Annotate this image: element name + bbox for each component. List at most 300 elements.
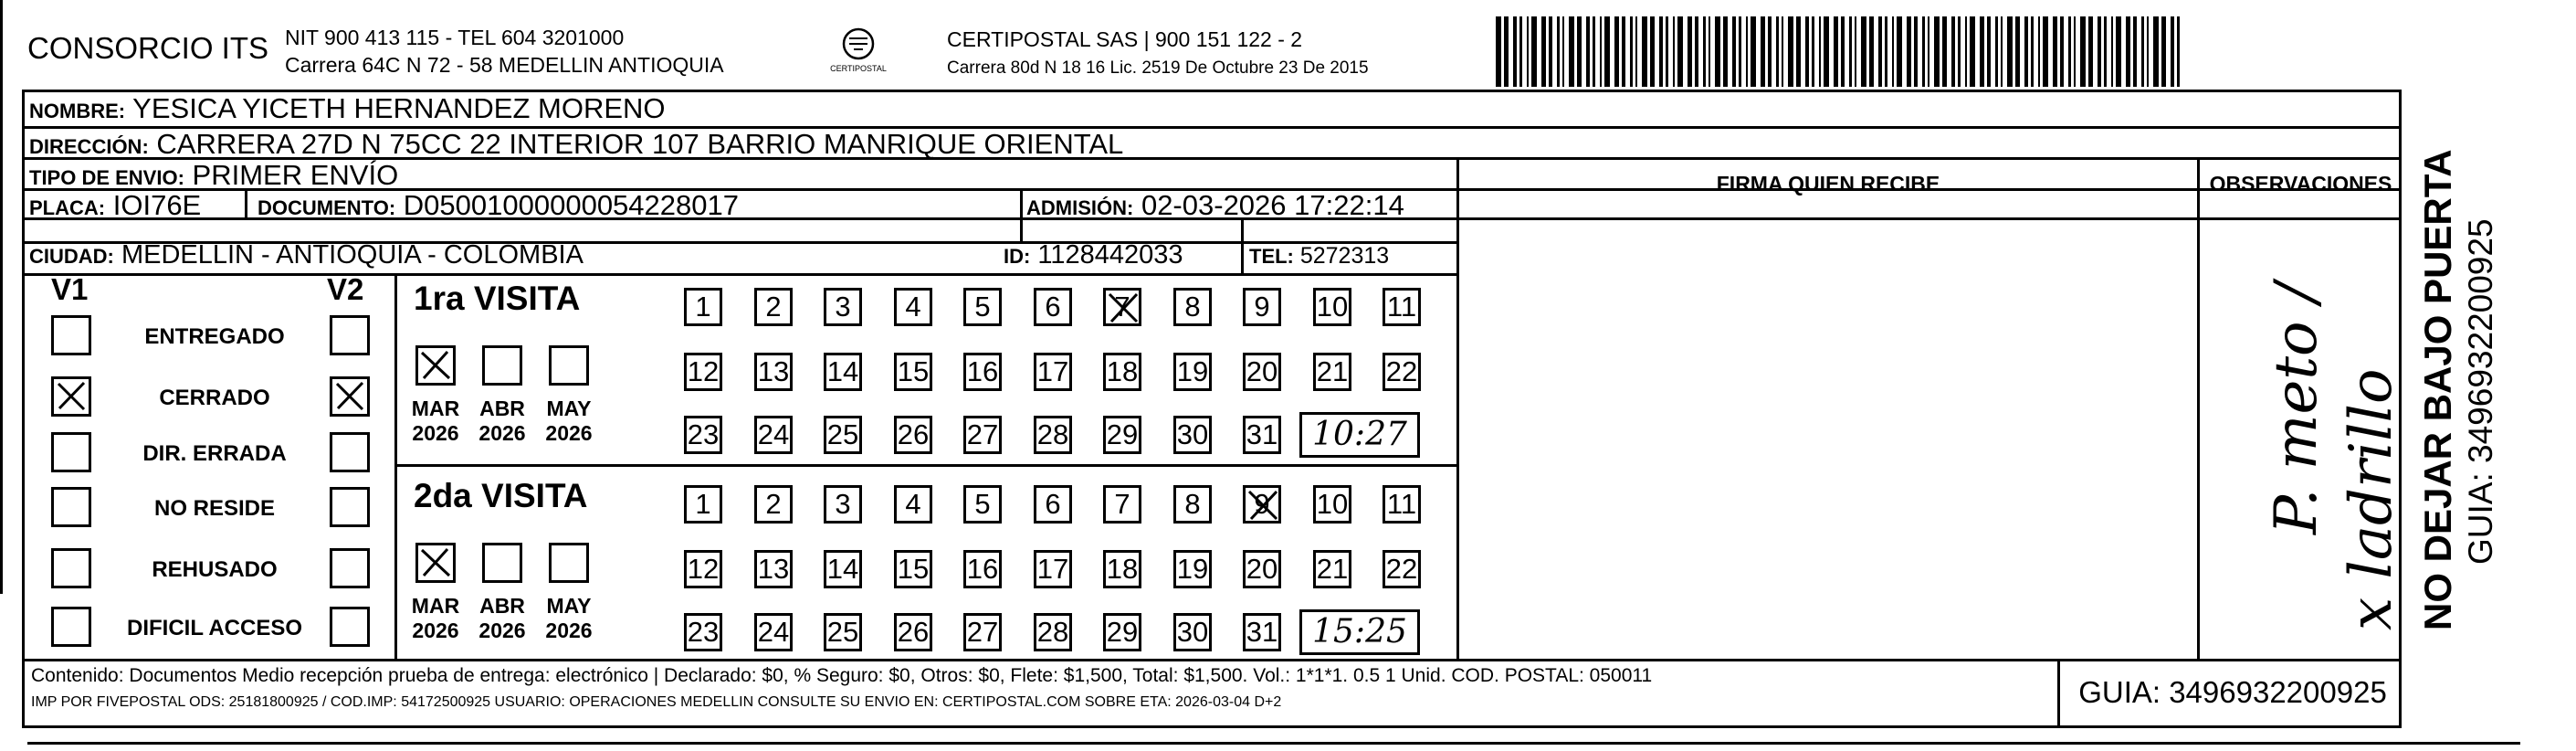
barcode-bar [1630,16,1633,87]
month-name: MAY [546,397,592,420]
documento-value: D05001000000054228017 [403,189,739,221]
day-box[interactable] [1313,485,1351,524]
barcode-bar [1709,16,1710,87]
barcode-bar [1614,16,1619,87]
barcode-bar [1496,16,1501,87]
day-box[interactable] [963,550,1002,588]
day-number: 21 [1316,355,1349,387]
barcode-bar [2116,16,2121,87]
barcode-bar [1751,16,1756,87]
no-dejar-bajo-puerta: NO DEJAR BAJO PUERTA [2416,149,2459,630]
day-box[interactable] [1173,485,1212,524]
barcode-bar [2080,16,2086,87]
barcode-bar [2074,16,2076,87]
barcode-bar [1841,16,1845,87]
day-box[interactable] [894,485,932,524]
visit-month-checkbox[interactable] [482,543,522,583]
day-number: 6 [1045,291,1061,323]
day-number: 3 [835,291,851,323]
barcode-bar [1604,16,1610,87]
certipostal-logo [826,26,890,80]
day-number: 23 [687,616,720,648]
day-box[interactable] [1313,288,1351,326]
day-box[interactable] [1034,416,1072,454]
barcode-bar [1788,16,1793,87]
barcode-bar [2024,16,2028,87]
day-number: 28 [1036,616,1069,648]
day-box[interactable] [754,613,793,651]
status-v1-checkbox[interactable] [51,315,91,355]
visit-month-checkbox[interactable] [415,543,456,583]
ciudad-value: MEDELLIN - ANTIOQUIA - COLOMBIA [121,240,584,270]
visit-title: 1ra VISITA [414,280,581,317]
barcode-bar [1746,16,1748,87]
visit-month-label [401,397,470,446]
month-year: 2026 [545,421,593,445]
x-mark-icon [1246,488,1282,524]
barcode-bar [1776,16,1779,87]
direccion-label: DIRECCIÓN: [29,135,149,158]
barcode-bar [1855,16,1856,87]
day-box[interactable] [754,353,793,391]
status-label: REHUSADO [152,557,278,582]
month-name: MAY [546,594,592,618]
day-box[interactable] [824,353,862,391]
day-number: 9 [1254,291,1270,323]
scan-edge-left [0,0,3,594]
ciudad-field [29,240,584,270]
ciudad-label: CIUDAD: [29,245,114,268]
barcode-bar [1861,16,1866,87]
observaciones-handwriting-1: P. meto / [2263,282,2330,534]
day-box[interactable] [1243,353,1281,391]
barcode-bar [2147,16,2149,87]
day-box[interactable] [1103,550,1141,588]
day-box[interactable] [1383,288,1421,326]
month-name: ABR [479,397,525,420]
day-number: 17 [1036,553,1069,585]
barcode-bar [2053,16,2057,87]
day-number: 1 [695,488,711,520]
barcode-bar [1659,16,1663,87]
barcode-bar [1557,16,1560,87]
barcode-bar [1812,16,1814,87]
day-number: 16 [966,355,999,387]
visit-time-box: 15:25 [1299,609,1420,655]
day-number: 26 [897,616,930,648]
day-box[interactable] [1034,550,1072,588]
day-number: 11 [1386,291,1417,323]
tel-label: TEL: [1249,245,1294,268]
barcode-bar [2141,16,2144,87]
barcode-bar [1834,16,1838,87]
day-number: 12 [687,553,720,585]
id-label: ID: [1004,245,1031,268]
day-box[interactable] [1243,416,1281,454]
barcode-bar [1782,16,1783,87]
day-box[interactable] [754,485,793,524]
day-box[interactable] [1243,613,1281,651]
day-box[interactable] [963,485,1002,524]
direccion-value: CARRERA 27D N 75CC 22 INTERIOR 107 BARRIO MANRIQUE ORIENTAL [156,128,1124,160]
month-year: 2026 [412,619,459,642]
day-box[interactable] [684,550,722,588]
barcode-bar [2177,16,2180,87]
day-box[interactable] [1313,550,1351,588]
day-number: 14 [826,355,859,387]
day-box[interactable] [1034,353,1072,391]
barcode-bar [1768,16,1772,87]
company-name: CONSORCIO ITS [27,31,269,65]
day-box[interactable] [1243,288,1281,326]
barcode-bar [1987,16,1991,87]
nombre-field [29,92,666,125]
visit-month-checkbox[interactable] [549,543,589,583]
day-box[interactable] [824,416,862,454]
day-number: 11 [1386,488,1417,520]
barcode-bar [1688,16,1692,87]
day-box[interactable] [1103,416,1141,454]
day-box[interactable] [824,550,862,588]
day-number: 18 [1106,355,1139,387]
day-box[interactable] [1034,613,1072,651]
visit-month-label [534,594,604,643]
v1-header: V1 [51,272,89,306]
day-number: 31 [1246,616,1278,648]
status-label: NO RESIDE [153,496,276,521]
barcode-bar [2153,16,2159,87]
side-guia: GUIA: 3496932200925 [2462,218,2499,565]
day-number: 19 [1176,355,1209,387]
day-box[interactable] [1103,353,1141,391]
day-number: 27 [966,418,999,450]
day-box[interactable] [684,353,722,391]
status-label: ENTREGADO [144,324,285,349]
barcode-bar [1897,16,1902,87]
visit-month-label [468,594,537,643]
x-mark-icon [418,348,453,383]
month-name: ABR [479,594,525,618]
day-number: 26 [897,418,930,450]
day-number: 21 [1316,553,1349,585]
day-box[interactable] [1103,485,1141,524]
x-mark-icon [332,379,367,414]
tel-field [1249,243,1389,270]
day-box[interactable] [894,416,932,454]
barcode-bar [1673,16,1675,87]
day-number: 4 [905,488,921,520]
month-year: 2026 [478,619,526,642]
barcode-bar [1695,16,1698,87]
day-box[interactable] [1173,353,1212,391]
barcode-bar [1549,16,1552,87]
barcode-bar [1869,16,1874,87]
day-box[interactable] [1383,550,1421,588]
status-v1-checkbox[interactable] [51,487,91,527]
day-box[interactable] [1173,550,1212,588]
day-box[interactable] [1383,353,1421,391]
day-number: 24 [757,616,790,648]
address-line: Carrera 64C N 72 - 58 MEDELLIN ANTIOQUIA [285,53,724,77]
visit-time-box: 10:27 [1299,412,1420,458]
status-v2-checkbox[interactable] [330,315,370,355]
day-box[interactable] [824,288,862,326]
barcode-bar [1805,16,1809,87]
day-number: 27 [966,616,999,648]
documento-label: DOCUMENTO: [258,196,396,219]
barcode-bar [2060,16,2064,87]
day-number: 15 [897,553,930,585]
visit-month-label [468,397,537,446]
barcode-bar [2031,16,2034,87]
day-number: 31 [1246,418,1278,450]
day-box[interactable] [1173,613,1212,651]
barcode-bar [2038,16,2040,87]
barcode-bar [1995,16,1998,87]
status-v1-checkbox[interactable] [51,432,91,472]
day-box[interactable] [754,550,793,588]
barcode-bar [1593,16,1595,87]
barcode [1496,16,2182,87]
barcode-bar [1942,16,1947,87]
logo-icon [826,26,890,80]
barcode-bar [1970,16,1975,87]
day-number: 13 [757,355,790,387]
status-v2-checkbox[interactable] [330,487,370,527]
barcode-bar [1761,16,1765,87]
barcode-bar [1928,16,1929,87]
status-v1-checkbox[interactable] [51,607,91,647]
day-box[interactable] [824,485,862,524]
barcode-bar [1513,16,1517,87]
svg-text:CERTIPOSTAL: CERTIPOSTAL [830,64,887,73]
day-box[interactable] [894,353,932,391]
barcode-bar [1586,16,1590,87]
contenido-line: Contenido: Documentos Medio recepción prueba de entrega: electrónico | Declarado: $0, % Seguro: $0, Otros: $0, Flete: $1,500, Total: $1,500. Vol.: 1*1*1. 0.5 1 Unid. COD. POSTAL: 050011 [31,665,1653,686]
visit-month-checkbox[interactable] [415,345,456,386]
barcode-bar [1677,16,1683,87]
v2-header: V2 [327,272,364,306]
barcode-bar [1519,16,1522,87]
day-box[interactable] [963,353,1002,391]
barcode-bar [1666,16,1668,87]
barcode-bar [1849,16,1852,87]
day-box[interactable] [754,416,793,454]
barcode-bar [1914,16,1918,87]
day-number: 10 [1316,291,1349,323]
day-number: 20 [1246,553,1278,585]
day-number: 2 [765,488,782,520]
nombre-value: YESICA YICETH HERNANDEZ MORENO [132,92,666,124]
day-number: 19 [1176,553,1209,585]
day-box[interactable] [1034,288,1072,326]
day-number: 29 [1106,616,1139,648]
observaciones-handwriting-2: x ladrillo [2338,368,2405,630]
day-number: 5 [974,291,991,323]
month-year: 2026 [478,421,526,445]
day-box[interactable] [1034,485,1072,524]
day-number: 30 [1176,616,1209,648]
visit-title: 2da VISITA [414,477,588,514]
barcode-bar [1796,16,1801,87]
month-name: MAR [411,397,460,420]
day-box[interactable] [1243,485,1281,524]
status-v1-checkbox[interactable] [51,376,91,417]
admision-field [1026,189,1404,222]
day-box[interactable] [1313,353,1351,391]
day-number: 15 [897,355,930,387]
day-box[interactable] [894,288,932,326]
day-box[interactable] [963,613,1002,651]
barcode-bar [1922,16,1925,87]
barcode-bar [1965,16,1967,87]
barcode-bar [2111,16,2113,87]
barcode-bar [1562,16,1564,87]
status-v2-checkbox[interactable] [330,548,370,588]
day-number: 23 [687,418,720,450]
day-box[interactable] [824,613,862,651]
day-box[interactable] [1383,485,1421,524]
admision-label: ADMISIÓN: [1026,196,1134,219]
imp-line: IMP POR FIVEPOSTAL ODS: 25181800925 / COD.IMP: 54172500925 USUARIO: OPERACIONES MEDELLIN CONSULTE SU ENVIO EN: CERTIPOSTAL.COM SOBRE ETA: 2026-03-04 D+2 [31,694,1282,710]
day-number: 22 [1385,355,1418,387]
barcode-bar [1739,16,1741,87]
day-box[interactable] [894,613,932,651]
barcode-bar [1622,16,1625,87]
day-box[interactable] [1103,613,1141,651]
nombre-label: NOMBRE: [29,100,126,122]
barcode-bar [1907,16,1911,87]
barcode-bar [2015,16,2020,87]
day-number: 3 [835,488,851,520]
id-field [1004,240,1183,270]
day-number: 1 [695,291,711,323]
day-box[interactable] [1243,550,1281,588]
barcode-bar [1819,16,1821,87]
placa-label: PLACA: [29,196,106,219]
barcode-bar [1635,16,1637,87]
visit-month-checkbox[interactable] [549,345,589,386]
day-box[interactable] [1103,288,1141,326]
barcode-bar [1723,16,1728,87]
status-label: DIFICIL ACCESO [126,616,302,640]
day-box[interactable] [1173,288,1212,326]
x-mark-icon [418,545,453,580]
barcode-bar [2001,16,2003,87]
barcode-bar [1569,16,1574,87]
day-number: 25 [826,418,859,450]
day-box[interactable] [684,416,722,454]
certipostal-line2: Carrera 80d N 18 16 Lic. 2519 De Octubre 23 De 2015 [947,58,1369,78]
barcode-bar [1504,16,1509,87]
placa-value: IOI76E [112,189,202,221]
month-year: 2026 [412,421,459,445]
barcode-bar [1527,16,1529,87]
day-box[interactable] [684,485,722,524]
tipo-label: TIPO DE ENVIO: [29,166,184,189]
documento-field [258,189,739,222]
barcode-bar [1980,16,1984,87]
barcode-bar [1892,16,1894,87]
day-box[interactable] [1173,416,1212,454]
barcode-bar [1824,16,1829,87]
day-number: 17 [1036,355,1069,387]
tipo-field [29,159,398,192]
barcode-bar [1642,16,1647,87]
day-box[interactable] [754,288,793,326]
day-number: 22 [1385,553,1418,585]
barcode-bar [2098,16,2101,87]
barcode-bar [2161,16,2166,87]
day-box[interactable] [684,288,722,326]
barcode-bar [1885,16,1887,87]
certipostal-line1: CERTIPOSTAL SAS | 900 151 122 - 2 [947,27,1303,51]
day-number: 18 [1106,553,1139,585]
month-name: MAR [411,594,460,618]
barcode-bar [1600,16,1602,87]
x-mark-icon [1106,291,1142,327]
barcode-bar [1703,16,1706,87]
barcode-bar [2068,16,2071,87]
day-number: 5 [974,488,991,520]
barcode-bar [2007,16,2013,87]
scan-edge-bottom [27,742,2520,745]
status-v2-checkbox[interactable] [330,432,370,472]
month-year: 2026 [545,619,593,642]
day-number: 25 [826,616,859,648]
day-box[interactable] [963,416,1002,454]
footer-guia: GUIA: 3496932200925 [2078,675,2387,709]
barcode-bar [1531,16,1537,87]
direccion-field [29,128,1123,161]
day-number: 9 [1254,488,1270,520]
x-mark-icon [54,379,89,414]
barcode-bar [1577,16,1582,87]
status-v2-checkbox[interactable] [330,607,370,647]
day-number: 29 [1106,418,1139,450]
status-v2-checkbox[interactable] [330,376,370,417]
tel-value: 5272313 [1299,243,1390,269]
day-number: 20 [1246,355,1278,387]
barcode-bar [2043,16,2048,87]
barcode-bar [1958,16,1961,87]
visit-month-label [401,594,470,643]
barcode-bar [1732,16,1736,87]
id-value: 1128442033 [1037,240,1183,270]
barcode-bar [2171,16,2174,87]
barcode-bar [2088,16,2093,87]
day-number: 7 [1114,488,1130,520]
day-box[interactable] [684,613,722,651]
tipo-value: PRIMER ENVÍO [192,159,399,191]
admision-value: 02-03-2026 17:22:14 [1141,189,1404,221]
status-label: DIR. ERRADA [142,441,287,466]
barcode-bar [1934,16,1940,87]
day-number: 13 [757,553,790,585]
barcode-bar [1650,16,1655,87]
day-number: 2 [765,291,782,323]
barcode-bar [2126,16,2130,87]
day-box[interactable] [894,550,932,588]
barcode-bar [1951,16,1955,87]
status-v1-checkbox[interactable] [51,548,91,588]
visit-month-checkbox[interactable] [482,345,522,386]
barcode-bar [1715,16,1720,87]
day-number: 14 [826,553,859,585]
day-number: 30 [1176,418,1209,450]
day-box[interactable] [963,288,1002,326]
day-number: 4 [905,291,921,323]
